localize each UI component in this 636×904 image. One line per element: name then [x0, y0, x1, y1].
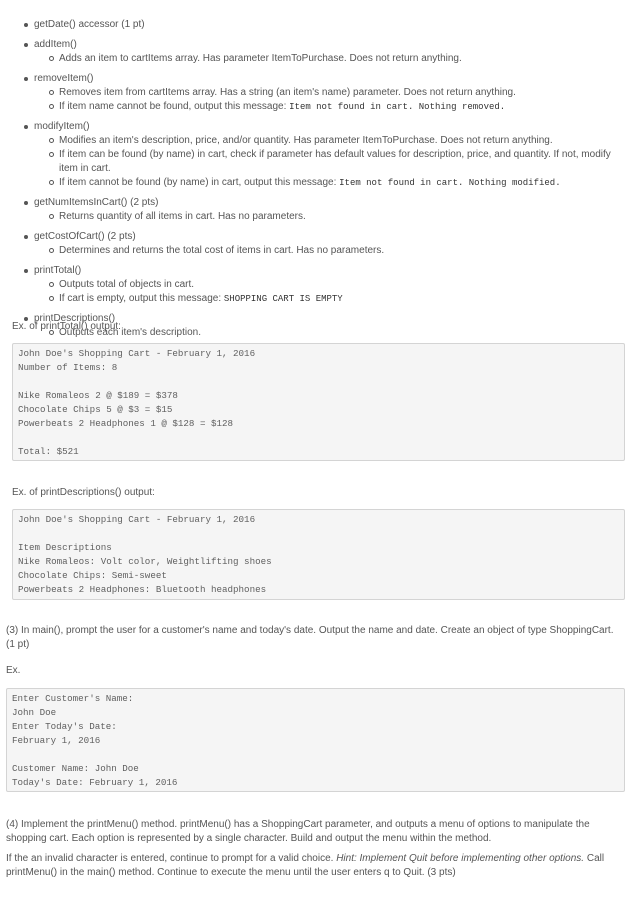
- step4-text2-a: If the an invalid character is entered, continue to prompt for a valid choice.: [6, 853, 337, 864]
- code-line: [12, 748, 619, 762]
- method-detail: [0, 244, 630, 258]
- method-item: [0, 18, 630, 32]
- method-detail: [0, 278, 630, 292]
- code-line: Total: $521: [18, 446, 79, 457]
- method-item: [0, 230, 630, 258]
- detail-text: Modifies an item's description, price, and/or quantity. Has parameter ItemToPurchase. Does not return anything.: [59, 135, 553, 146]
- detail-text: If item name cannot be found, output this message:: [59, 101, 290, 112]
- code-line: John Doe's Shopping Cart - February 1, 2016: [18, 348, 256, 359]
- code-line: Chocolate Chips 5 @ $3 = $15: [18, 404, 173, 415]
- code-line: Enter Today's Date:: [12, 721, 117, 732]
- example1-label: Ex. of printTotal() output:: [12, 321, 121, 332]
- method-item: [0, 196, 630, 224]
- method-name: modifyItem(): [34, 121, 90, 132]
- code-line: Item Descriptions: [18, 542, 112, 553]
- detail-text: Determines and returns the total cost of items in cart. Has no parameters.: [59, 245, 385, 256]
- detail-text: Outputs each item's description.: [59, 327, 201, 338]
- method-name: getNumItemsInCart() (2 pts): [34, 197, 159, 208]
- detail-text: Returns quantity of all items in cart. Has no parameters.: [59, 211, 306, 222]
- code-line: Today's Date: February 1, 2016: [12, 777, 178, 788]
- code-line: Number of Items: 8: [18, 362, 118, 373]
- detail-text: If item cannot be found (by name) in cart, output this message:: [59, 177, 340, 188]
- method-detail: [0, 148, 630, 176]
- code-line: Nike Romaleos 2 @ $189 = $378: [18, 390, 178, 401]
- detail-text: Outputs total of objects in cart.: [59, 279, 195, 290]
- method-detail: [0, 86, 630, 100]
- code-line: Chocolate Chips: Semi-sweet: [18, 570, 167, 581]
- method-detail: [0, 176, 630, 190]
- code-line: Customer Name: John Doe: [12, 763, 139, 774]
- method-name: addItem(): [34, 39, 77, 50]
- code-line: John Doe's Shopping Cart - February 1, 2016: [18, 514, 256, 525]
- detail-text: If item can be found (by name) in cart, check if parameter has default values for description, price, and quantity. If not, modify item in cart.: [59, 149, 611, 174]
- code-line: [18, 527, 619, 541]
- example2-label: Ex. of printDescriptions() output:: [12, 487, 155, 498]
- method-detail: [0, 52, 630, 66]
- message-code: SHOPPING CART IS EMPTY: [223, 294, 343, 304]
- message-code: Item not found in cart. Nothing modified.: [339, 178, 561, 188]
- detail-text: If cart is empty, output this message:: [59, 293, 224, 304]
- code-line: [18, 431, 619, 445]
- step3-ex-label: Ex.: [6, 665, 21, 676]
- method-item: [0, 72, 630, 114]
- printtotal-example-box: [12, 343, 625, 461]
- step4-text2-b: Call printMenu() in the main() method. Continue to execute the menu until the user enters q to Quit. (3 pts): [6, 853, 605, 878]
- step4-text2: [6, 852, 624, 880]
- code-line: Powerbeats 2 Headphones 1 @ $128 = $128: [18, 418, 234, 429]
- method-detail: [0, 210, 630, 224]
- printdescriptions-example-box: [12, 509, 625, 600]
- step3-text: (3) In main(), prompt the user for a customer's name and today's date. Output the name and date. Create an object of type ShoppingCart. (1 pt): [6, 625, 614, 650]
- method-name: getCostOfCart() (2 pts): [34, 231, 136, 242]
- code-line: Nike Romaleos: Volt color, Weightlifting shoes: [18, 556, 272, 567]
- detail-text: Adds an item to cartItems array. Has parameter ItemToPurchase. Does not return anything.: [59, 53, 462, 64]
- method-detail: [0, 134, 630, 148]
- code-line: Powerbeats 2 Headphones: Bluetooth headphones: [18, 584, 267, 595]
- code-line: [18, 375, 619, 389]
- method-item: [0, 120, 630, 190]
- method-detail: [0, 292, 630, 306]
- method-detail: [0, 100, 630, 114]
- method-name: printTotal(): [34, 265, 82, 276]
- main-example-box: [6, 688, 625, 792]
- message-code: Item not found in cart. Nothing removed.: [289, 102, 506, 112]
- code-line: February 1, 2016: [12, 735, 101, 746]
- code-line: Enter Customer's Name:: [12, 693, 134, 704]
- step4-text: (4) Implement the printMenu() method. printMenu() has a ShoppingCart parameter, and outputs a menu of options to manipulate the shopping cart. Each option is represented by a single character. Build and output the menu within the method.: [6, 819, 590, 844]
- method-name: printDescriptions(): [34, 313, 116, 324]
- method-item: [0, 38, 630, 66]
- method-item: [0, 264, 630, 306]
- method-list: [0, 18, 630, 346]
- code-line: John Doe: [12, 707, 57, 718]
- step4-hint: Hint: Implement Quit before implementing other options.: [336, 853, 585, 864]
- detail-text: Removes item from cartItems array. Has a string (an item's name) parameter. Does not return anything.: [59, 87, 516, 98]
- method-name: getDate() accessor (1 pt): [34, 19, 145, 30]
- method-name: removeItem(): [34, 73, 94, 84]
